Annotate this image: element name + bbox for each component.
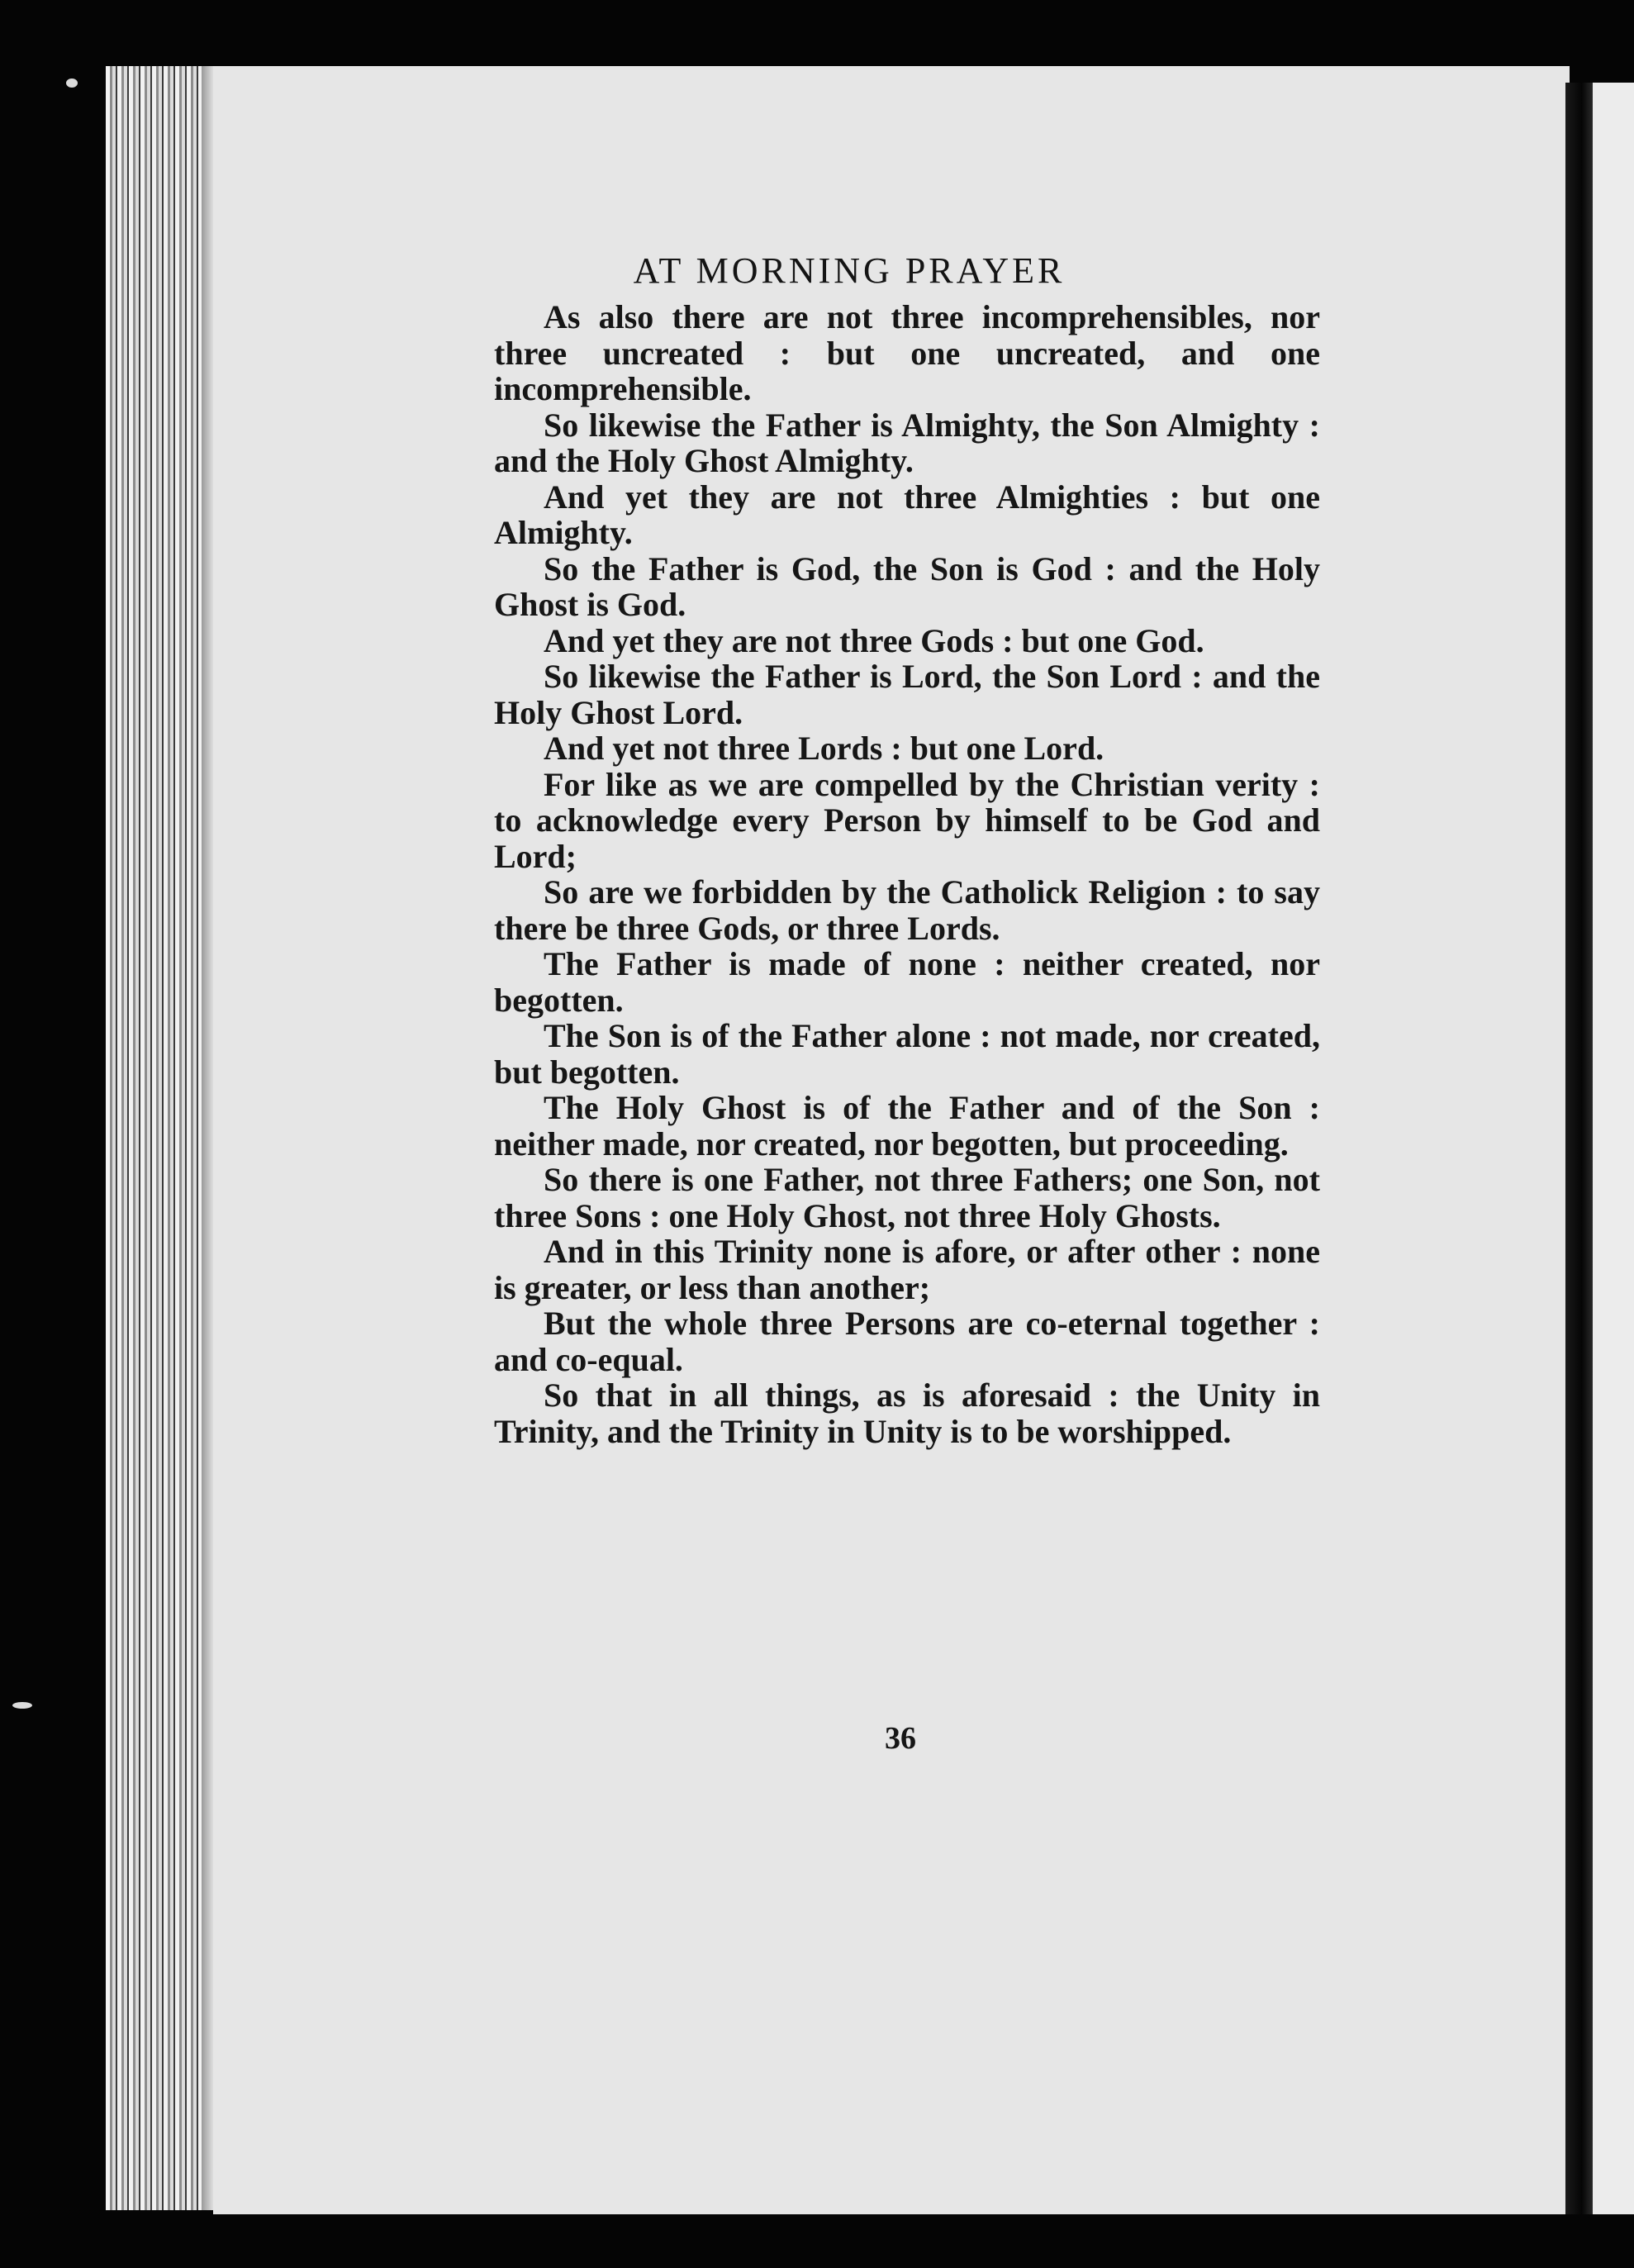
verse-paragraph: As also there are not three incomprehensibles, nor three uncreated : but one uncreated, and one incomprehensible. (494, 298, 1320, 407)
verse-paragraph: The Holy Ghost is of the Father and of the Son : neither made, nor created, nor begotten, but proceeding. (494, 1089, 1320, 1163)
facing-page-edge (1593, 83, 1634, 2214)
verse-paragraph: For like as we are compelled by the Christian verity : to acknowledge every Person by himself to be God and Lord; (494, 765, 1320, 875)
page-stack-edges (106, 66, 213, 2210)
background-speck (66, 78, 78, 88)
verse-paragraph: So are we forbidden by the Catholick Religion : to say there be three Gods, or three Lords. (494, 873, 1320, 947)
verse-paragraph: The Father is made of none : neither created, nor begotten. (494, 945, 1320, 1019)
verse-paragraph: And in this Trinity none is afore, or after other : none is greater, or less than another; (494, 1233, 1320, 1306)
verse-paragraph: And yet they are not three Almighties : but one Almighty. (494, 478, 1320, 551)
background-speck (12, 1702, 32, 1709)
verse-paragraph: So there is one Father, not three Fathers; one Son, not three Sons : one Holy Ghost, not three Holy Ghosts. (494, 1161, 1320, 1234)
verse-paragraph: The Son is of the Father alone : not made, nor created, but begotten. (494, 1017, 1320, 1091)
verse-paragraph: So likewise the Father is Lord, the Son Lord : and the Holy Ghost Lord. (494, 658, 1320, 731)
verse-paragraph: But the whole three Persons are co-eternal together : and co-equal. (494, 1305, 1320, 1378)
verse-paragraph: And yet not three Lords : but one Lord. (544, 730, 1104, 767)
verse-paragraph: And yet they are not three Gods : but one God. (544, 621, 1204, 659)
book-gutter (1565, 83, 1593, 2214)
creed-text (494, 299, 1320, 1449)
verse-paragraph: So likewise the Father is Almighty, the Son Almighty : and the Holy Ghost Almighty. (494, 406, 1320, 479)
verse-paragraph: So the Father is God, the Son is God : and the Holy Ghost is God. (494, 549, 1320, 623)
page-number: 36 (885, 1721, 916, 1756)
page-heading: AT MORNING PRAYER (633, 250, 1066, 291)
verse-paragraph: So that in all things, as is aforesaid : the Unity in Trinity, and the Trinity in Unity is to be worshipped. (494, 1376, 1320, 1450)
